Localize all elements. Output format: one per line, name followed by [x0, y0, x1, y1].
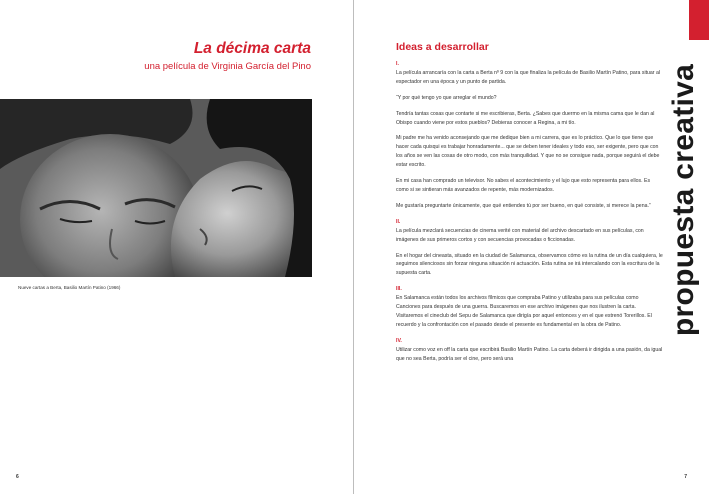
paragraph: La película arrancaría con la carta a Berta nº 9 con la que finaliza la película de Basilio Martín Patino, para situar al espectador en una época y un punto de partida.	[396, 69, 661, 85]
section-vertical-title: propuesta creativa	[667, 63, 700, 337]
page-number-left: 6	[16, 474, 19, 480]
paragraph: Utilizar como voz en off la carta que escribirá Basilio Martín Patino. La carta deberá ir dirigida a una pasión, da igual que no sea Berta, podría ser el cine, pero será una	[396, 346, 663, 362]
body-text	[396, 58, 664, 366]
film-subtitle: una película de Virginia García del Pino	[144, 61, 311, 72]
section-numeral: II.	[396, 218, 401, 225]
section-numeral: IV.	[396, 337, 402, 344]
paragraph: Tendría tantas cosas que contarte si me escribieras, Berta. ¿Sabes que duermo en la misma cama que le dan al Obispo cuando viene por estos pueblos? Debieras conocer a Regina, a mi tío.	[396, 110, 655, 126]
section-heading: Ideas a desarrollar	[396, 41, 489, 53]
page-number-right: 7	[684, 474, 687, 480]
film-still-photo	[0, 99, 312, 277]
paragraph: La película mezclará secuencias de cinema verité con material del archivo descartado en sus películas, con imágenes de sus primeros cortos y con secuencias provocadas o ficcionadas.	[396, 227, 644, 243]
left-page	[0, 0, 354, 494]
paragraph: En el hogar del cineasta, situado en la ciudad de Salamanca, observamos cómo es la rutina de un día cualquiera, le seguimos silenciosos sin forzar ninguna situación ni actuación. Esta rutina se irá intercalando con la escritura de la supuesta carta.	[396, 252, 663, 277]
red-corner-tab	[689, 0, 709, 40]
kiss-photo-illustration	[0, 99, 312, 277]
paragraph: En Salamanca están todos los archivos fílmicos que compraba Patino y utilizaba para sus películas como Canciones para después de una guerra. Buscaremos en ese archivo imágenes que nos ilustren la carta. Visitaremos el cineclub del Sepu de Salamanca que dirigía por aquel entonces y en el que estrenó Torerillos. El recuerdo y la confrontación con el pasado desde el presente es fundamental en la obra de Patino.	[396, 295, 652, 328]
section-numeral: I.	[396, 61, 399, 67]
film-title: La décima carta	[193, 40, 311, 57]
section-numeral: III.	[396, 286, 402, 293]
paragraph: Me gustaría preguntarte únicamente, que qué entiendes tú por ser bueno, en qué consiste, si merece la pena.”	[396, 202, 651, 209]
right-page	[354, 0, 709, 494]
paragraph: “Y por qué tengo yo que arreglar el mundo?	[396, 94, 497, 101]
paragraph: Mi padre me ha venido aconsejando que me dedique bien a mi carrera, que es lo práctico. Que lo que tiene que hacer cada quisqui es trabajar honradamente... que se deben tener ideales y todo eso, ser exigente, pero que con los años se ven las cosas de otro modo, con más tranquilidad. Y que no se consigue nada, porque seguirá el debe estar escrito.	[396, 135, 660, 169]
photo-caption: Nueve cartas a Berta, Basilio Martín Patino (1966)	[18, 285, 121, 290]
paragraph: En mi casa han comprado un televisor. No sabes el acontecimiento y el lujo que esto representa para ellos. Es como si se sintieran más avanzados de repente, más modernizados.	[396, 178, 651, 193]
